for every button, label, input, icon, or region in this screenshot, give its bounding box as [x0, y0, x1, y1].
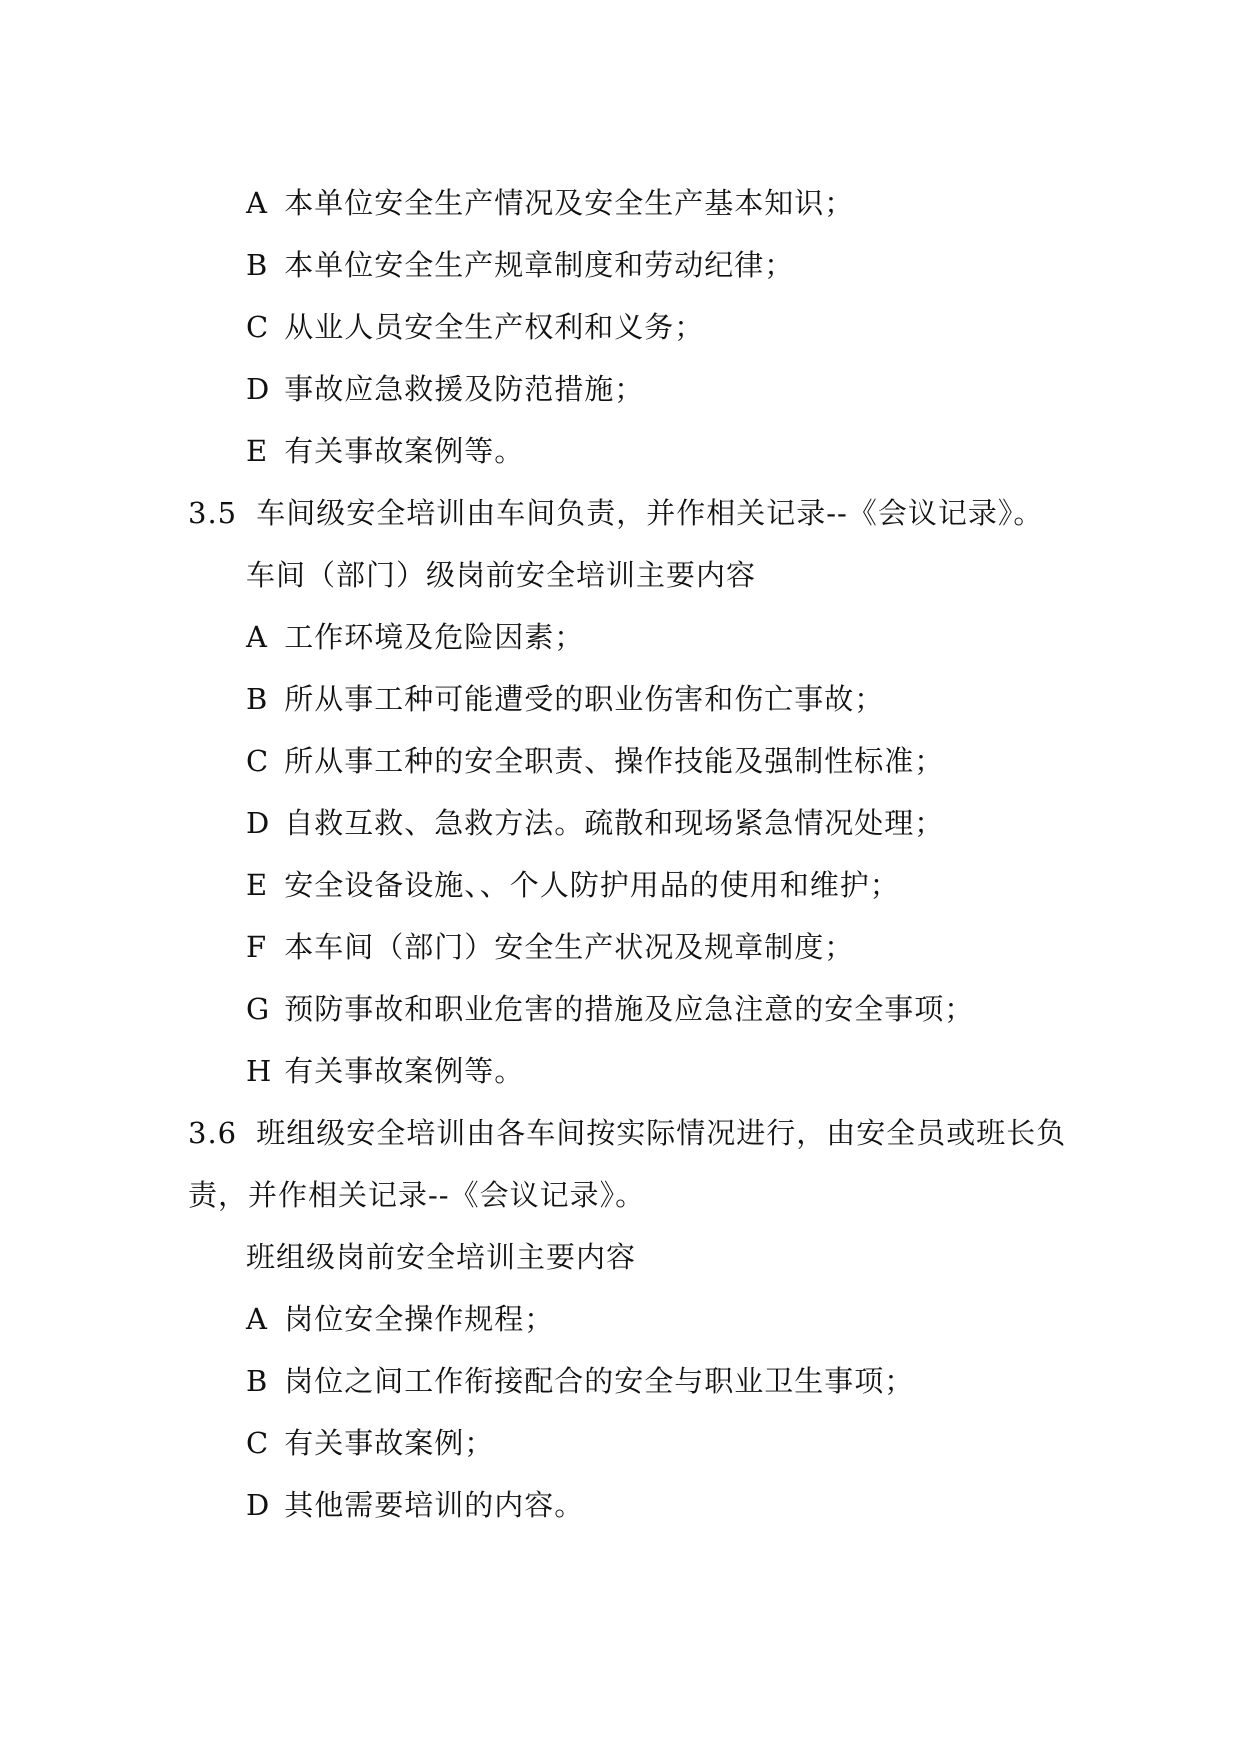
list-marker: D [246, 1488, 271, 1522]
list-item [246, 929, 854, 965]
list-marker: H [246, 1054, 273, 1088]
list-item [246, 743, 944, 779]
list-item [246, 1425, 494, 1461]
list-item [246, 681, 884, 717]
list-marker: A [246, 620, 268, 654]
list-item [246, 991, 974, 1027]
list-text: 工作环境及危险因素； [284, 620, 585, 654]
list-text: 本单位安全生产规章制度和劳动纪律； [284, 248, 795, 282]
list-text: 其他需要培训的内容。 [284, 1488, 585, 1522]
list-marker: B [246, 248, 269, 282]
list-text: 事故应急救援及防范措施； [284, 372, 645, 406]
list-item [246, 619, 584, 655]
section-3-6-subheading: 班组级岗前安全培训主要内容 [246, 1240, 637, 1274]
list-text: 本车间（部门）安全生产状况及规章制度； [284, 930, 855, 964]
list-marker: A [246, 186, 268, 220]
list-item [246, 247, 794, 283]
list-text: 有关事故案例； [284, 1426, 495, 1460]
list-text: 岗位之间工作衔接配合的安全与职业卫生事项； [284, 1364, 915, 1398]
list-text: 有关事故案例等。 [284, 1054, 525, 1088]
list-text: 岗位安全操作规程； [284, 1302, 555, 1336]
section-3-5-paragraph [188, 495, 1043, 531]
list-item [246, 371, 644, 407]
list-text: 预防事故和职业危害的措施及应急注意的安全事项； [284, 992, 975, 1026]
list-item [246, 1487, 584, 1523]
list-marker: B [246, 1364, 269, 1398]
list-item [246, 1301, 554, 1337]
section-3-6-paragraph [188, 1115, 1066, 1151]
list-item [246, 433, 524, 469]
list-marker: A [246, 1302, 268, 1336]
list-text: 有关事故案例等。 [284, 434, 525, 468]
list-item [246, 1363, 914, 1399]
section-text: 车间级安全培训由车间负责，并作相关记录--《会议记录》。 [256, 496, 1044, 530]
list-item [246, 805, 944, 841]
list-marker: B [246, 682, 269, 716]
list-marker: C [246, 310, 270, 344]
list-text: 本单位安全生产情况及安全生产基本知识； [284, 186, 855, 220]
list-marker: G [246, 992, 271, 1026]
list-marker: D [246, 806, 271, 840]
list-text: 所从事工种的安全职责、操作技能及强制性标准； [284, 744, 945, 778]
list-text: 从业人员安全生产权利和义务； [284, 310, 705, 344]
section-3-6-paragraph-continued: 责，并作相关记录--《会议记录》。 [188, 1178, 646, 1212]
list-text: 所从事工种可能遭受的职业伤害和伤亡事故； [284, 682, 885, 716]
section-text: 班组级安全培训由各车间按实际情况进行，由安全员或班长负 [256, 1116, 1067, 1150]
list-item [246, 1053, 524, 1089]
list-item [246, 309, 704, 345]
list-marker: F [246, 930, 268, 964]
list-text: 安全设备设施、、个人防护用品的使用和维护； [284, 868, 900, 902]
list-marker: C [246, 744, 270, 778]
list-item [246, 867, 900, 903]
list-marker: E [246, 868, 269, 902]
list-marker: C [246, 1426, 270, 1460]
list-marker: D [246, 372, 271, 406]
section-number: 3.5 [188, 496, 238, 530]
section-3-5-subheading: 车间（部门）级岗前安全培训主要内容 [246, 558, 757, 592]
list-item [246, 185, 854, 221]
list-marker: E [246, 434, 269, 468]
list-text: 自救互救、急救方法。疏散和现场紧急情况处理； [284, 806, 945, 840]
section-number: 3.6 [188, 1116, 238, 1150]
